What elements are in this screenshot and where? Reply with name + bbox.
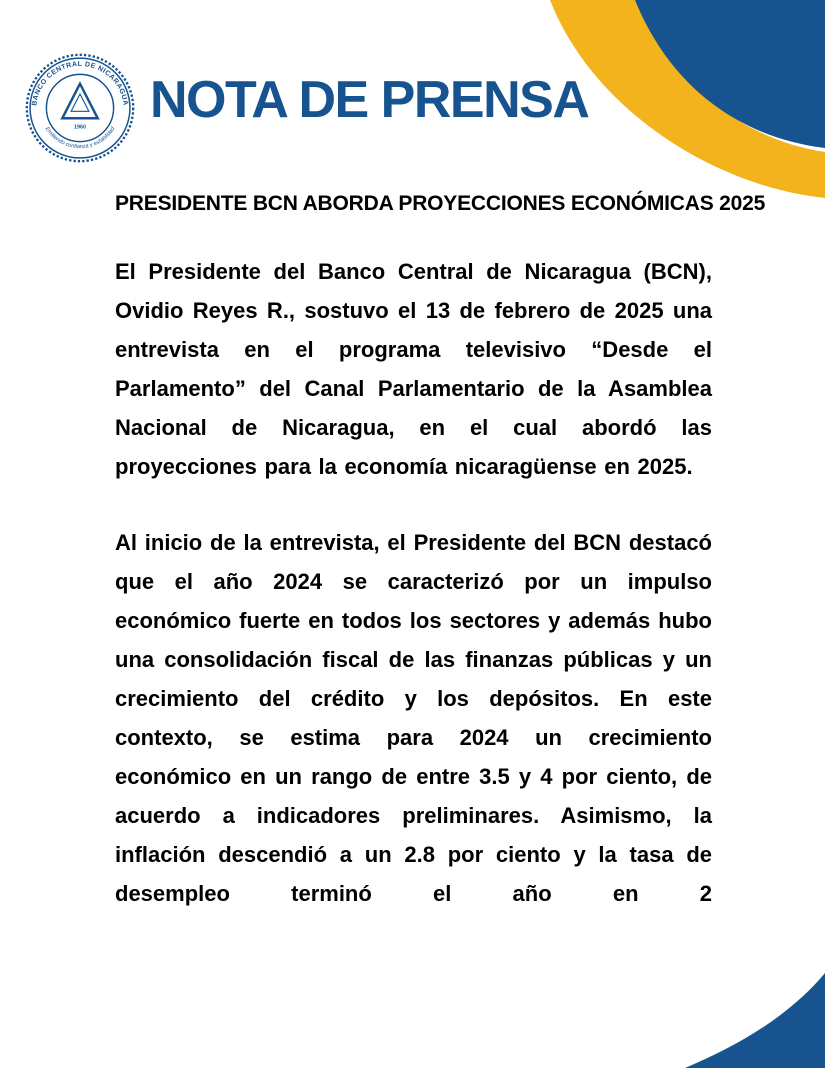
headline: PRESIDENTE BCN ABORDA PROYECCIONES ECONÓMICAS 2025 — [115, 192, 766, 215]
paragraph-2: Al inicio de la entrevista, el Presidente del BCN destacó que el año 2024 se caracterizó por un impulso económico fuerte en todos los sectores y además hubo una consolidación fiscal de las finanzas públicas y un crecimiento del crédito y los depósitos. En este contexto, se estima para 2024 un crecimiento económico en un rango de entre 3.5 y 4 por ciento, de acuerdo a indicadores preliminares. Asimismo, la inflación descendió a un 2.8 por ciento y la tasa de desempleo terminó el año en 2 — [115, 530, 712, 906]
seal-top-text: BANCO CENTRAL DE NICARAGUA — [31, 61, 129, 107]
header — [0, 0, 825, 180]
bottom-right-swoosh-decoration — [685, 973, 825, 1068]
bcn-seal-logo — [24, 52, 136, 164]
seal-year: 1960 — [73, 124, 87, 131]
document-body — [115, 192, 766, 950]
seal-outer-ring — [30, 58, 130, 158]
press-release-title: NOTA DE PRENSA — [150, 71, 589, 129]
blue-corner-shape — [685, 973, 825, 1068]
paragraph-1: El Presidente del Banco Central de Nicaragua (BCN), Ovidio Reyes R., sostuvo el 13 de febrero de 2025 una entrevista en el programa televisivo “Desde el Parlamento” del Canal Parlamentario de la Asamblea Nacional de Nicaragua, en el cual abordó las proyecciones para la economía nicaragüense en 2025. — [115, 259, 712, 479]
seal-bottom-text: Emitiendo confianza y estabilidad — [43, 126, 117, 151]
seal-triangle-emblem — [62, 84, 97, 119]
